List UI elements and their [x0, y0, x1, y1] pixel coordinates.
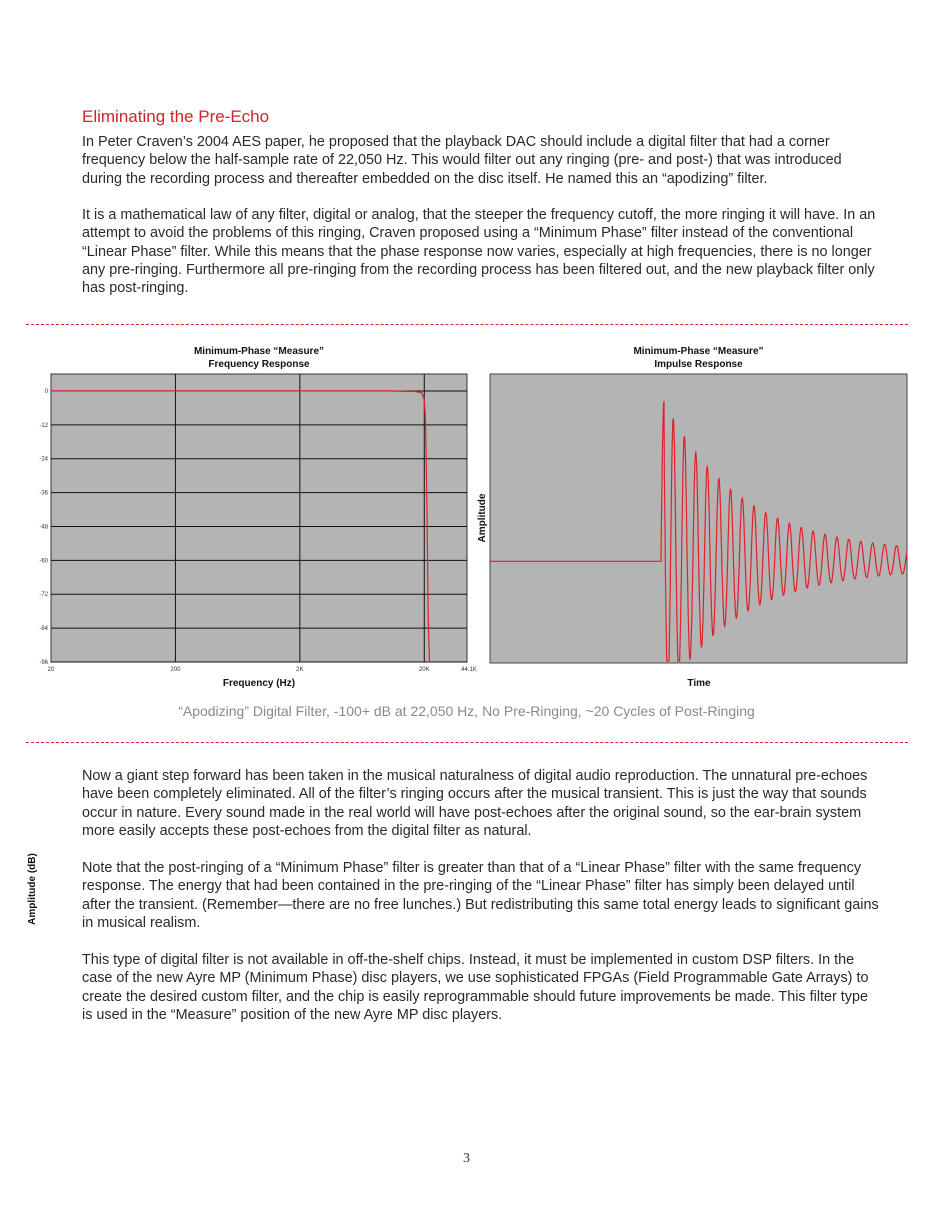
frequency-y-tick-label: -60 — [39, 558, 48, 565]
frequency-y-tick-label: -84 — [39, 626, 48, 633]
frequency-x-axis-label: Frequency (Hz) — [222, 678, 296, 689]
top-dashed-divider — [26, 324, 908, 325]
frequency-x-ticks — [48, 667, 477, 673]
frequency-x-tick-label: 20 — [47, 667, 55, 673]
frequency-y-ticks — [39, 389, 48, 666]
paragraph-2: It is a mathematical law of any filter, digital or analog, that the steeper the frequency cutoff, the more ringing it will have. In an attempt to avoid the problems of this ringing, Craven proposed using a “Minimum Phase” filter instead of the conventional “Linear Phase” filter. While this means that the phase response now varies, especially at high frequencies, there is no longer any pre-ringing. Furthermore all pre-ringing from the recording process has been filtered out, and the new playback filter only has post-ringing. — [82, 207, 876, 297]
figure-caption: “Apodizing” Digital Filter, -100+ dB at 22,050 Hz, No Pre-Ringing, ~20 Cycles of Post-Ringing — [178, 703, 755, 719]
frequency-y-tick-label: -48 — [39, 524, 48, 531]
frequency-x-tick-label: 2K — [296, 667, 304, 673]
frequency-grid — [51, 374, 467, 662]
frequency-chart-title-line-1: Minimum-Phase “Measure” — [193, 346, 325, 357]
frequency-chart-title-line-2: Frequency Response — [208, 359, 310, 370]
frequency-y-axis-label: Amplitude (dB) — [27, 853, 38, 925]
frequency-y-tick-label: -12 — [39, 422, 48, 429]
frequency-y-tick-label: -72 — [39, 592, 48, 599]
paragraph-3: Now a giant step forward has been taken in the musical naturalness of digital audio reproduction. The unnatural pre-echoes have been completely eliminated. All of the filter’s ringing occurs after the musical transient. This is just the way that sounds occur in nature. Every sound made in the real world will have post-echoes after the original sound, so the ear-brain system more easily accepts these post-echoes from the digital filter as natural. — [82, 768, 868, 839]
frequency-y-tick-label: -36 — [39, 490, 48, 497]
impulse-response-chart — [474, 370, 914, 695]
frequency-x-tick-label: 20K — [418, 667, 430, 673]
frequency-y-tick-label: -96 — [39, 660, 48, 666]
page-number: 3 — [463, 1151, 470, 1166]
paragraph-1: In Peter Craven’s 2004 AES paper, he proposed that the playback DAC should include a digital filter that had a corner frequency below the half-sample rate of 22,050 Hz. This would filter out any ringing (pre- and post-) that was introduced during the recording process and thereafter embedded on the disc itself. He named this an “apodizing” filter. — [82, 134, 842, 187]
frequency-chart-title — [51, 345, 467, 371]
paragraph-4: Note that the post-ringing of a “Minimum Phase” filter is greater than that of a “Linear Phase” filter with the same frequency response. The energy that had been contained in the pre-ringing of the “Linear Phase” filter has simply been delayed until after the transient. (Remember—there are no free lunches.) But redistributing this same total energy leads to significant gains in musical realism. — [82, 860, 879, 931]
frequency-x-tick-label: 200 — [170, 667, 181, 673]
bottom-dashed-divider — [26, 742, 908, 743]
frequency-plot-area — [51, 374, 467, 662]
impulse-chart-title-line-2: Impulse Response — [654, 359, 743, 370]
frequency-y-tick-label: 0 — [44, 388, 48, 395]
frequency-x-tick-label: 44.1K — [461, 667, 477, 673]
paragraph-5: This type of digital filter is not available in off-the-shelf chips. Instead, it must be implemented in custom DSP filters. In the case of the new Ayre MP (Minimum Phase) disc players, we use sophisticated FPGAs (Field Programmable Gate Arrays) to create the desired custom filter, and the chip is easily reprogrammable should future improvements be made. This filter type is used in the “Measure” position of the new Ayre MP disc players. — [82, 952, 869, 1023]
frequency-y-tick-label: -24 — [39, 456, 48, 463]
impulse-chart-title-line-1: Minimum-Phase “Measure” — [633, 346, 764, 357]
impulse-y-axis-label: Amplitude — [477, 493, 488, 543]
section-title: Eliminating the Pre-Echo — [82, 107, 270, 126]
impulse-x-axis-label: Time — [687, 678, 711, 689]
impulse-chart-title — [490, 345, 907, 371]
